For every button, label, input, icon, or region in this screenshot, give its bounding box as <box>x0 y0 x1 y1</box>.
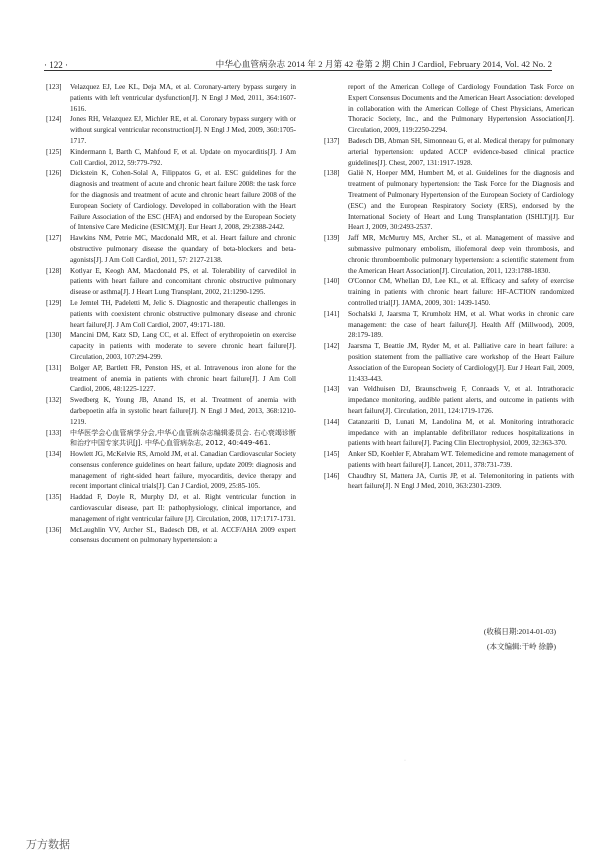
editor-credit: (本文编辑:干岭 徐静) <box>487 642 556 651</box>
page-number: · 122 · <box>44 60 68 70</box>
reference-item <box>46 114 296 146</box>
reference-number: [140] <box>324 277 340 286</box>
reference-text: Hawkins NM, Petrie MC, Macdonald MR, et al. Heart failure and chronic obstructive pulmonary disease the quandary of beta-blockers and beta-agonists[J]. J Am Coll Cardiol, 2011, 57: 2127-2138. <box>70 234 296 264</box>
reference-item <box>46 82 296 114</box>
reference-text: O'Connor CM, Whellan DJ, Lee KL, et al. Efficacy and safety of exercise training in patients with chronic heart failure: HF-ACTION randomized controlled trial[J]. JAMA, 2009, 301: 1439-1450. <box>348 277 574 307</box>
reference-item <box>324 276 574 308</box>
reference-item <box>46 147 296 169</box>
reference-item <box>46 525 296 547</box>
reference-text: Dickstein K, Cohen-Solal A, Filippatos G, et al. ESC guidelines for the diagnosis and treatment of acute and chronic heart failure 2008: the task force for the diagnosis and treatment of acute and chronic heart failure 2008 of the European Society of Cardiology. Developed in collaboration with the Heart Failure Association of the ESC (HFA) and endorsed by the European Society of Intensive Care Medicine (ESICM)[J]. Eur Heart J, 2008, 29:2388-2442. <box>70 169 296 232</box>
reference-text: Mancini DM, Katz SD, Lang CC, et al. Effect of erythropoietin on exercise capacity in patients with moderate to severe chronic heart failure[J]. Circulation, 2003, 107:294-299. <box>70 331 296 361</box>
reference-item <box>46 492 296 524</box>
article-notes <box>324 624 574 654</box>
reference-number: [145] <box>324 450 340 459</box>
reference-item <box>46 449 296 492</box>
reference-number: [142] <box>324 342 340 351</box>
received-date: (收稿日期:2014-01-03) <box>483 627 556 636</box>
reference-number: [127] <box>46 234 62 243</box>
reference-text: 中华医学会心血管病学分会,中华心血管病杂志编辑委员会. 右心衰竭诊断和治疗中国专家共识[J]. 中华心血管病杂志, 2012, 40:449-461. <box>70 428 296 448</box>
reference-number: [131] <box>46 363 62 372</box>
reference-text: Chaudhry SI, Mattera JA, Curtis JP, et al. Telemonitoring in patients with heart failure[J]. N Engl J Med, 2010, 363:2301-2309. <box>348 471 574 491</box>
reference-number: [144] <box>324 417 340 426</box>
reference-item <box>324 341 574 384</box>
reference-item <box>324 384 574 416</box>
reference-text: Haddad F, Doyle R, Murphy DJ, et al. Right ventricular function in cardiovascular disease, part II: pathophysiology, clinical importance, and management of right ventricular failure [J]. Circulation, 2008, 117:1717-1731. <box>70 493 296 523</box>
reference-number: [146] <box>324 471 340 480</box>
reference-item <box>46 428 296 450</box>
reference-number: [139] <box>324 234 340 243</box>
reference-item <box>46 298 296 330</box>
reference-text: Velazquez EJ, Lee KL, Deja MA, et al. Coronary-artery bypass surgery in patients with left ventricular dysfunction[J]. N Engl J Med, 2011, 364:1607-1616. <box>70 83 296 113</box>
reference-text: Jaarsma T, Beattie JM, Ryder M, et al. Palliative care in heart failure: a position statement from the palliative care workshop of the Heart Failure Association of the European Society of Cardiology[J]. Eur J Heart Fail, 2009, 11:433-443. <box>348 342 574 383</box>
reference-number: [136] <box>46 525 62 534</box>
reference-text: Sochalski J, Jaarsma T, Krumholz HM, et al. What works in chronic care management: the case of heart failure[J]. Health Aff (Millwood), 2009, 28:179-189. <box>348 309 574 340</box>
reference-text: Swedberg K, Young JB, Anand IS, et al. Treatment of anemia with darbepoetin alfa in systolic heart failure[J]. N Engl J Med, 2013, 368:1210-1219. <box>70 396 296 426</box>
reference-number: [138] <box>324 169 340 178</box>
reference-item <box>324 309 574 341</box>
reference-number: [126] <box>46 169 62 178</box>
reference-text: Badesch DB, Abman SH, Simonneau G, et al. Medical therapy for pulmonary arterial hypertension: updated ACCP evidence-based clinical practice guidelines[J]. Chest, 2007, 131:1917-1928. <box>348 136 574 167</box>
reference-item <box>324 417 574 449</box>
reference-text: Jaff MR, McMurtry MS, Archer SL, et al. Management of massive and submassive pulmonary embolism, iliofemoral deep vein thrombosis, and chronic thromboembolic pulmonary hypertension: a scientific statement from the American Heart Association[J]. Circulation, 2011, 123:1788-1830. <box>348 234 574 275</box>
reference-number: [128] <box>46 266 62 275</box>
reference-number: [141] <box>324 309 340 318</box>
reference-number: [137] <box>324 136 340 145</box>
reference-number: [143] <box>324 385 340 394</box>
reference-item <box>324 168 574 233</box>
reference-number: [132] <box>46 396 62 405</box>
reference-item <box>46 266 296 298</box>
reference-item <box>324 136 574 168</box>
reference-text: Anker SD, Koehler F, Abraham WT. Telemedicine and remote management of patients with heart failure[J]. Lancet, 2011, 378:731-739. <box>348 450 574 469</box>
reference-item <box>46 168 296 233</box>
reference-number: [130] <box>46 331 62 340</box>
reference-text: Howlett JG, McKelvie RS, Arnold JM, et al. Canadian Cardiovascular Society consensus conference guidelines on heart failure, update 2009: diagnosis and management of right-sided heart failure, myocarditis, device therapy and recent important clinical trials[J]. Can J Cardiol, 2009, 25:85-105. <box>70 450 296 491</box>
reference-column-left <box>46 82 296 546</box>
reference-text: Catanzariti D, Lunati M, Landolina M, et al. Monitoring intrathoracic impedance with an implantable defibrillator reduces hospitalizations in patients with heart failure[J]. Pacing Clin Electrophysiol, 2009, 32:363-370. <box>348 417 574 448</box>
reference-number: [124] <box>46 115 62 124</box>
reference-text: Kotlyar E, Keogh AM, Macdonald PS, et al. Tolerability of carvedilol in patients with heart failure and concomitant chronic obstructive pulmonary disease or asthma[J]. J Heart Lung Transplant, 2002, 21:1290-1295. <box>70 266 296 297</box>
reference-number: [134] <box>46 450 62 459</box>
reference-text: Galiè N, Hoeper MM, Humbert M, et al. Guidelines for the diagnosis and treatment of pulmonary hypertension: the Task Force for the Diagnosis and Treatment of Pulmonary Hypertension of the European Society of Cardiology (ESC) and the European Respiratory Society (ERS), endorsed by the International Society of Heart and Lung Transplantation (ISHLT)[J]. Eur Heart J, 2009, 30:2493-2537. <box>348 169 574 232</box>
reference-text: Le Jemtel TH, Padeletti M, Jelic S. Diagnostic and therapeutic challenges in patients with coexistent chronic obstructive pulmonary disease and chronic heart failure[J]. J Am Coll Cardiol, 2007, 49:171-180. <box>70 298 296 329</box>
running-head: 中华心血管病杂志 2014 年 2 月第 42 卷第 2 期 Chin J Cardiol, February 2014, Vol. 42 No. 2 <box>215 59 552 69</box>
reference-item <box>46 363 296 395</box>
reference-item <box>46 330 296 362</box>
reference-number: [129] <box>46 298 62 307</box>
watermark: 万方数据 <box>26 839 70 851</box>
reference-number: [123] <box>46 83 62 91</box>
reference-number: [133] <box>46 428 62 437</box>
reference-number: [135] <box>46 493 62 502</box>
reference-text: Jones RH, Velazquez EJ, Michler RE, et al. Coronary bypass surgery with or without surgical ventricular reconstruction[J]. N Engl J Med, 2009, 360:1705-1717. <box>70 115 296 145</box>
reference-text: van Veldhuisen DJ, Braunschweig F, Conraads V, et al. Intrathoracic impedance monitoring, audible patient alerts, and outcome in patients with heart failure[J]. Circulation, 2011, 124:1719-1726. <box>348 385 574 415</box>
reference-item <box>324 471 574 493</box>
header-rule <box>44 70 552 71</box>
reference-item <box>46 233 296 265</box>
reference-text: report of the American College of Cardiology Foundation Task Force on Expert Consensus Documents and the American Heart Association: developed in collaboration with the American College of Chest Physicians, American Thoracic Society, Inc., and the Pulmonary Hypertension Association[J]. Circulation, 2009, 119:2250-2294. <box>348 83 574 135</box>
reference-item <box>324 82 574 136</box>
faint-mark: · <box>404 758 406 764</box>
reference-item <box>324 233 574 276</box>
reference-column-right <box>324 82 574 492</box>
reference-item <box>46 395 296 427</box>
reference-text: Kindermann I, Barth C, Mahfoud F, et al. Update on myocarditis[J]. J Am Coll Cardiol, 2012, 59:779-792. <box>70 147 296 167</box>
reference-text: Bolger AP, Bartlett FR, Penston HS, et al. Intravenous iron alone for the treatment of anemia in patients with chronic heart failure[J]. J Am Coll Cardiol, 2006, 48:1225-1227. <box>70 363 296 394</box>
reference-text: McLaughlin VV, Archer SL, Badesch DB, et al. ACCF/AHA 2009 expert consensus document on pulmonary hypertension: a <box>70 525 296 545</box>
reference-item <box>324 449 574 471</box>
reference-number: [125] <box>46 147 62 156</box>
